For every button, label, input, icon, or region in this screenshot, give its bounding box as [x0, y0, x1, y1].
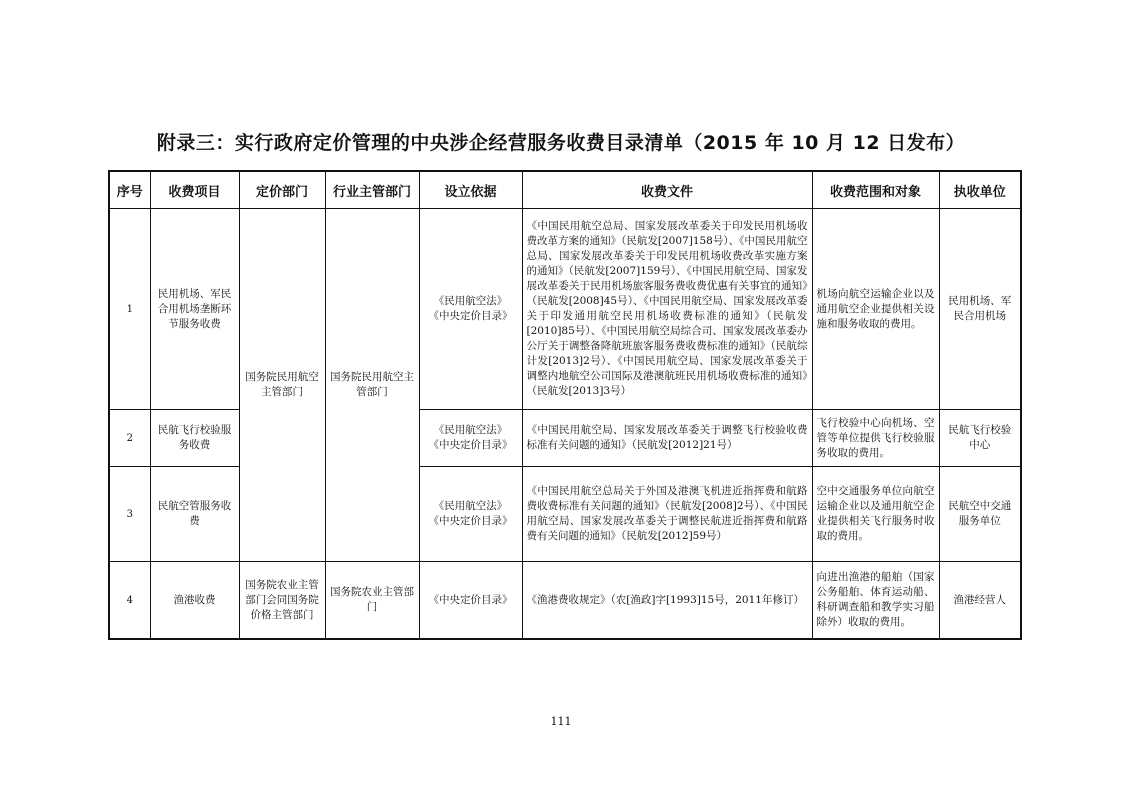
- pricing-dept: 国务院农业主管部门会同国务院价格主管部门: [245, 578, 319, 621]
- row-scope-cell: [812, 467, 939, 562]
- row-scope-cell: [812, 562, 939, 640]
- row-item: 民航空管服务收费: [157, 500, 232, 527]
- row-scope: 机场向航空运输企业以及通用航空企业提供相关设施和服务收取的费用。: [816, 287, 935, 330]
- row-scope: 飞行校验中心向机场、空管等单位提供飞行校验服务收取的费用。: [816, 416, 935, 459]
- industry-dept: 国务院民用航空主管部门: [330, 371, 414, 398]
- row-no: 2: [126, 432, 133, 444]
- page-number: 111: [550, 715, 572, 728]
- row-item-cell: [150, 562, 239, 640]
- table-row: [109, 209, 1021, 410]
- pricing-dept-cell: [239, 209, 325, 562]
- row-item-cell: [150, 209, 239, 410]
- header-no: 序号: [109, 171, 150, 209]
- row-basis-cell: [419, 562, 522, 640]
- header-industry-dept: 行业主管部门: [325, 171, 419, 209]
- row-no: 4: [126, 594, 133, 606]
- table-row: [109, 562, 1021, 640]
- row-item: 民用机场、军民合用机场垄断环节服务收费: [157, 287, 232, 330]
- industry-dept-cell: [325, 562, 419, 640]
- row-no: 3: [126, 508, 133, 520]
- row-scope-cell: [812, 209, 939, 410]
- row-item-cell: [150, 410, 239, 467]
- row-item-cell: [150, 467, 239, 562]
- row-no-cell: [109, 562, 150, 640]
- header-pricing-dept: 定价部门: [239, 171, 325, 209]
- header-basis: 设立依据: [419, 171, 522, 209]
- row-basis-cell: [419, 467, 522, 562]
- basis-line: 《民用航空法》: [433, 500, 508, 512]
- row-documents: 《中国民用航空总局、国家发展改革委关于印发民用机场收费改革方案的通知》（民航发[2007]158号）、《中国民用航空总局、国家发展改革委关于印发民用机场收费改革实施方案的通知》（民航发[2007]159号）、《中国民用航空局、国家发展改革委关于民用机场旅客服务费收费优惠有关事宜的通知》（民航发[2008]45号）、《中国民用航空局、国家发展改革委关于印发通用航空民用机场收费标准的通知》（民航发[2010]85号）、《中国民用航空局综合司、国家发展改革委办公厅关于调整备降航班旅客服务费收费标准的通知》（民航综计发[2013]2号）、《中国民用航空局、国家发展改革委关于调整内地航空公司国际及港澳航班民用机场收费标准的通知》（民航发[2013]3号）: [526, 220, 808, 397]
- basis-line: 《民用航空法》: [433, 424, 508, 436]
- row-no: 1: [126, 303, 133, 315]
- fee-catalog-table: [108, 170, 1022, 640]
- industry-dept: 国务院农业主管部门: [330, 586, 414, 613]
- row-no-cell: [109, 467, 150, 562]
- row-scope: 向进出渔港的船舶（国家公务船舶、体育运动船、科研调查船和教学实习船除外）收取的费用。: [816, 571, 935, 628]
- row-documents-cell: [522, 410, 812, 467]
- row-collector: 民用机场、军民合用机场: [948, 295, 1012, 322]
- table-header-row: [109, 171, 1021, 209]
- row-no-cell: [109, 209, 150, 410]
- row-scope: 空中交通服务单位向航空运输企业以及通用航空企业提供相关飞行服务时收取的费用。: [816, 485, 935, 542]
- row-collector-cell: [939, 562, 1021, 640]
- basis-line: 《中央定价目录》: [428, 439, 513, 451]
- basis-line: 《中央定价目录》: [428, 593, 513, 606]
- row-collector: 民航飞行校验中心: [948, 424, 1012, 451]
- row-documents-cell: [522, 209, 812, 410]
- row-collector: 民航空中交通服务单位: [948, 500, 1012, 527]
- header-documents: 收费文件: [522, 171, 812, 209]
- row-collector-cell: [939, 209, 1021, 410]
- page-title: 附录三：实行政府定价管理的中央涉企经营服务收费目录清单（2015 年 10 月 12 日发布）: [156, 132, 966, 154]
- row-basis-cell: [419, 410, 522, 467]
- row-collector-cell: [939, 467, 1021, 562]
- row-documents: 《中国民用航空局、国家发展改革委关于调整飞行校验收费标准有关问题的通知》（民航发[2012]21号）: [526, 424, 808, 451]
- row-collector-cell: [939, 410, 1021, 467]
- row-documents-cell: [522, 562, 812, 640]
- header-scope: 收费范围和对象: [812, 171, 939, 209]
- row-documents: 《中国民用航空总局关于外国及港澳飞机进近指挥费和航路费收费标准有关问题的通知》（民航发[2008]2号）、《中国民用航空局、国家发展改革委关于调整民航进近指挥费和航路费有关问题的通知》（民航发[2012]59号）: [526, 485, 808, 542]
- basis-line: 《中央定价目录》: [428, 310, 513, 322]
- row-no-cell: [109, 410, 150, 467]
- row-documents: 《渔港费收规定》（农[渔政]字[1993]15号，2011年修订）: [526, 593, 804, 606]
- industry-dept-cell: [325, 209, 419, 562]
- row-basis-cell: [419, 209, 522, 410]
- row-item: 渔港收费: [173, 593, 216, 606]
- pricing-dept: 国务院民用航空主管部门: [245, 371, 319, 398]
- header-item: 收费项目: [150, 171, 239, 209]
- row-documents-cell: [522, 467, 812, 562]
- basis-line: 《中央定价目录》: [428, 515, 513, 527]
- pricing-dept-cell: [239, 562, 325, 640]
- row-item: 民航飞行校验服务收费: [157, 424, 232, 451]
- header-collector: 执收单位: [939, 171, 1021, 209]
- basis-line: 《民用航空法》: [433, 295, 508, 307]
- row-scope-cell: [812, 410, 939, 467]
- row-collector: 渔港经营人: [953, 593, 1006, 606]
